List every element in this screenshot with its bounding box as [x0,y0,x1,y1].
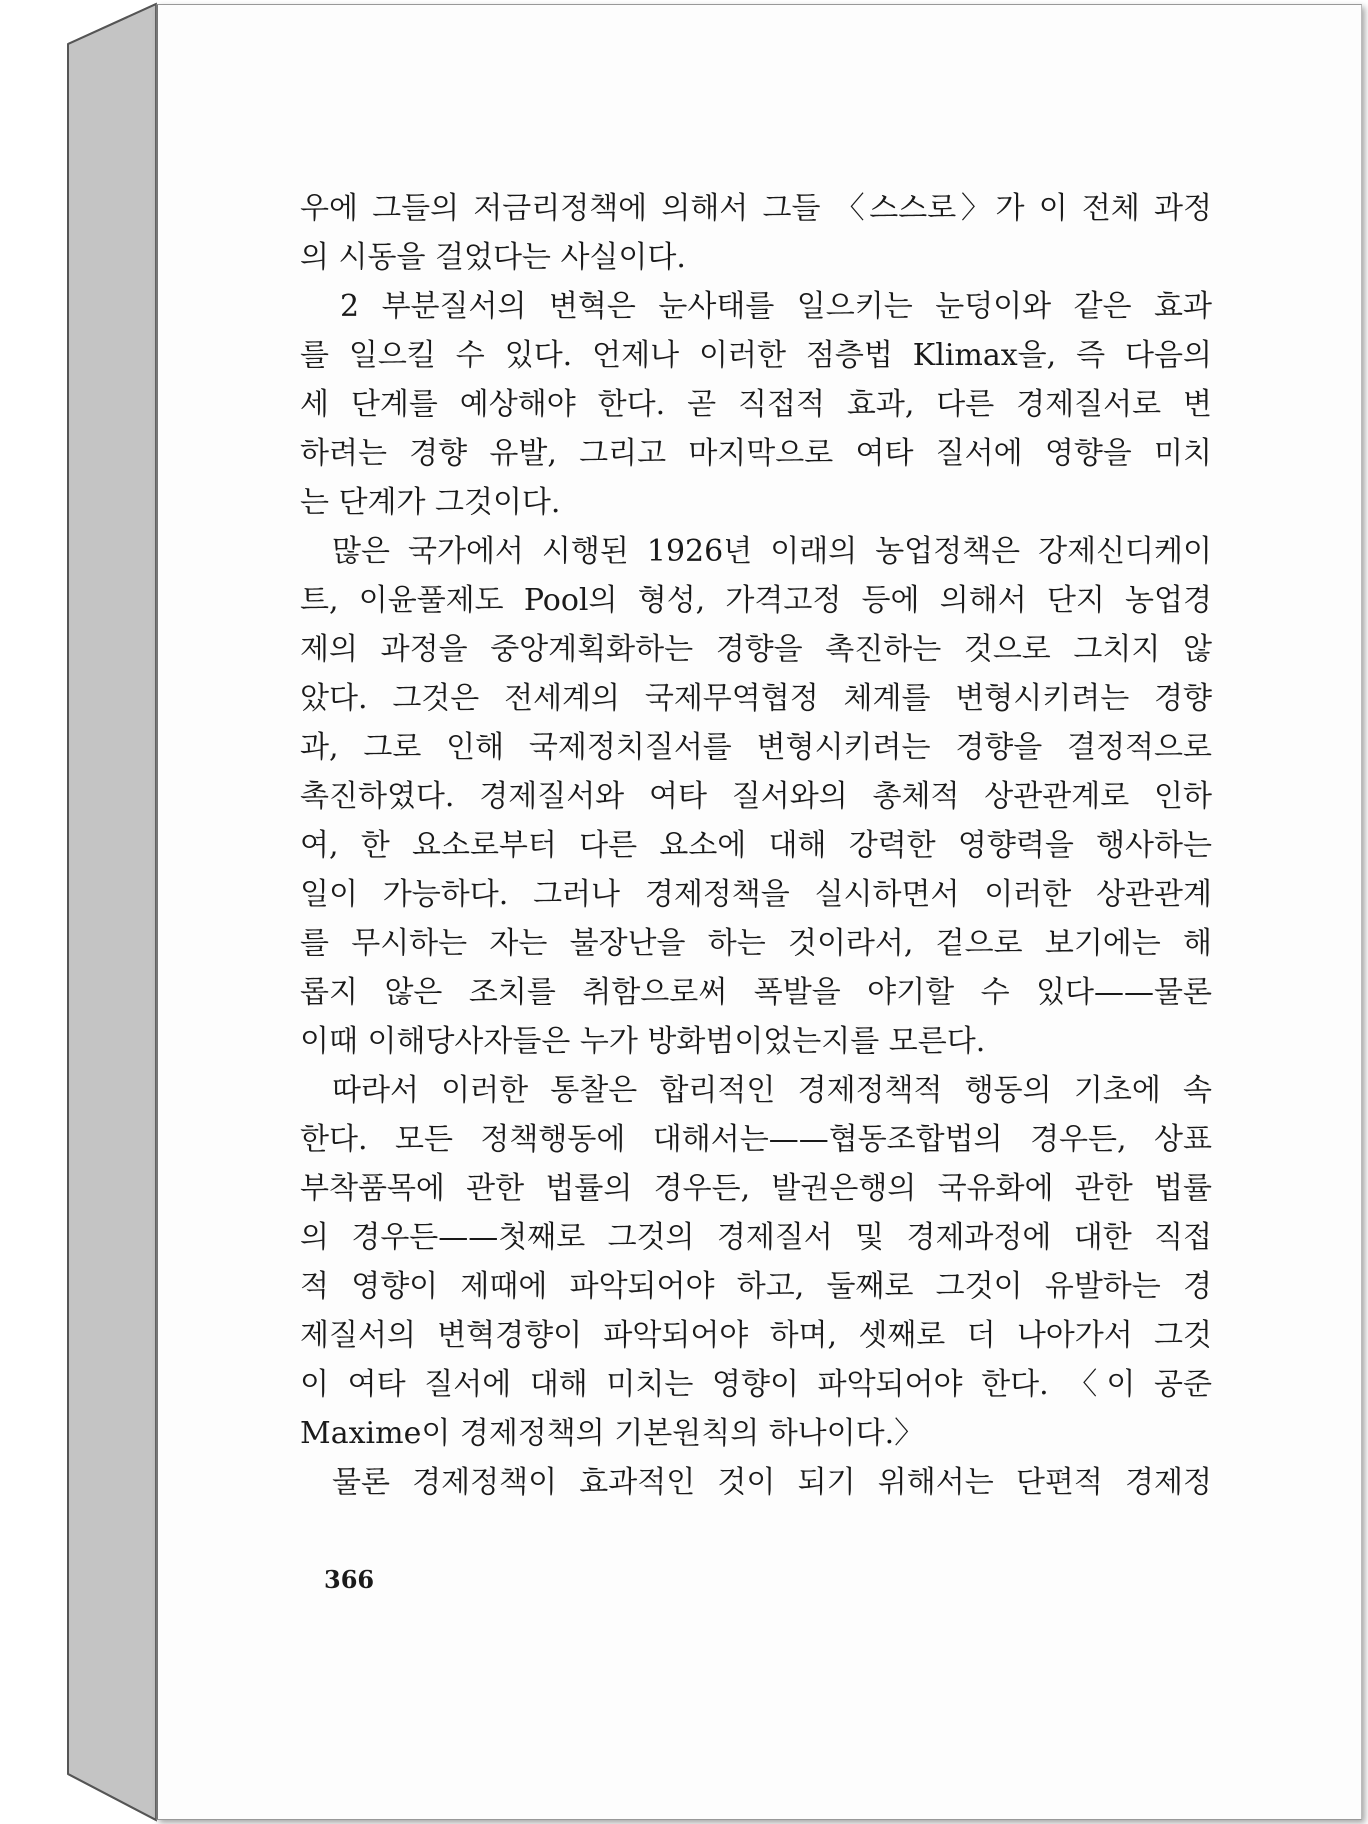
text-line: 롭지 않은 조치를 취함으로써 폭발을 야기할 수 있다——물론 [300,975,1212,1010]
text-line: 적 영향이 제때에 파악되어야 하고, 둘째로 그것이 유발하는 경 [300,1269,1212,1304]
text-line: 과, 그로 인해 국제정치질서를 변형시키려는 경향을 결정적으로 [300,730,1212,765]
body-text [300,184,1212,1507]
text-line: Maxime이 경제정책의 기본원칙의 하나이다.〉 [300,1416,925,1451]
text-line: 여, 한 요소로부터 다른 요소에 대해 강력한 영향력을 행사하는 [300,828,1212,863]
text-line: 부착품목에 관한 법률의 경우든, 발권은행의 국유화에 관한 법률 [300,1171,1212,1206]
text-line: 의 시동을 걸었다는 사실이다. [300,240,686,275]
text-line: 세 단계를 예상해야 한다. 곧 직접적 효과, 다른 경제질서로 변 [300,387,1212,422]
text-line: 촉진하였다. 경제질서와 여타 질서와의 총체적 상관관계로 인하 [300,779,1212,814]
text-line: 따라서 이러한 통찰은 합리적인 경제정책적 행동의 기초에 속 [332,1073,1212,1108]
text-line: 제질서의 변혁경향이 파악되어야 하며, 셋째로 더 나아가서 그것 [300,1318,1212,1353]
text-line: 많은 국가에서 시행된 1926년 이래의 농업정책은 강제신디케이 [332,534,1212,569]
text-line: 를 일으킬 수 있다. 언제나 이러한 점층법 Klimax을, 즉 다음의 [300,338,1212,373]
text-line: 물론 경제정책이 효과적인 것이 되기 위해서는 단편적 경제정 [332,1465,1212,1500]
text-line: 트, 이윤풀제도 Pool의 형성, 가격고정 등에 의해서 단지 농업경 [300,583,1212,618]
text-line: 를 무시하는 자는 불장난을 하는 것이라서, 겉으로 보기에는 해 [300,926,1212,961]
text-line: 의 경우든——첫째로 그것의 경제질서 및 경제과정에 대한 직접 [300,1220,1212,1255]
text-line: 는 단계가 그것이다. [300,485,561,520]
text-line: 우에 그들의 저금리정책에 의해서 그들 〈스스로〉가 이 전체 과정 [300,191,1212,226]
text-line: 이 여타 질서에 대해 미치는 영향이 파악되어야 한다. 〈이 공준 [300,1367,1212,1402]
text-line: 았다. 그것은 전세계의 국제무역협정 체계를 변형시키려는 경향 [300,681,1212,716]
text-line: 이때 이해당사자들은 누가 방화범이었는지를 모른다. [300,1024,986,1059]
text-line: 제의 과정을 중앙계획화하는 경향을 촉진하는 것으로 그치지 않 [300,632,1212,667]
text-line: 하려는 경향 유발, 그리고 마지막으로 여타 질서에 영향을 미치 [300,436,1212,471]
text-line: 한다. 모든 정책행동에 대해서는——협동조합법의 경우든, 상표 [300,1122,1212,1157]
page-number: 366 [324,1565,375,1594]
text-line: 일이 가능하다. 그러나 경제정책을 실시하면서 이러한 상관관계 [300,877,1212,912]
text-line: 2 부분질서의 변혁은 눈사태를 일으키는 눈덩이와 같은 효과 [340,289,1212,324]
